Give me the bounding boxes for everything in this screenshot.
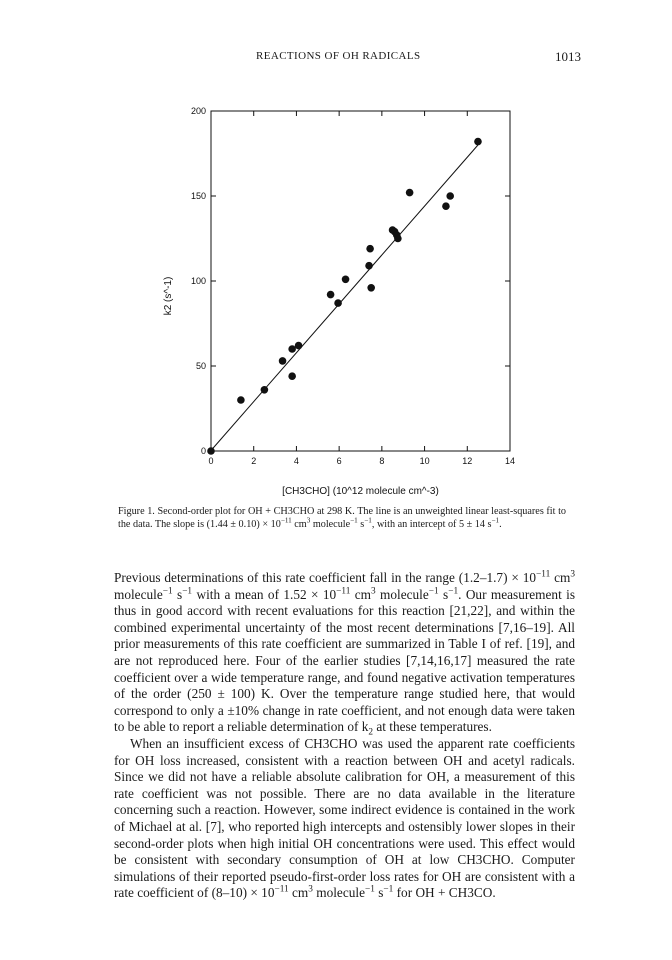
paragraph-2: [114, 736, 575, 902]
x-tick-label: 8: [379, 456, 385, 466]
data-point: [237, 396, 245, 404]
fit-line-group: [211, 145, 478, 450]
exp: −1: [162, 586, 173, 597]
data-point: [279, 357, 287, 365]
axis-labels: [163, 277, 439, 497]
subscript: 2: [368, 728, 374, 738]
x-tick-label: 2: [251, 456, 257, 466]
caption-label: Figure 1.: [118, 506, 155, 517]
caption-text: .: [499, 519, 502, 530]
data-point: [334, 299, 342, 307]
figure-caption: [118, 505, 566, 531]
data-point: [366, 245, 374, 253]
data-point: [365, 262, 373, 270]
exp: −1: [364, 884, 375, 895]
plot-axes: [211, 111, 510, 451]
exp: 3: [371, 586, 376, 597]
caption-text: cm: [291, 519, 307, 530]
y-tick-label: 150: [190, 191, 206, 201]
x-tick-label: 4: [293, 456, 299, 466]
caption-text: molecule: [310, 519, 351, 530]
text: Previous determinations of this rate coefficient fall in the range (1.2–1.7) × 10: [114, 570, 537, 585]
text: cm: [288, 885, 309, 901]
x-axis-label: [CH3CHO] (10^12 molecule cm^-3): [282, 486, 439, 497]
data-point: [442, 202, 450, 210]
text: . Our measurement is thus in good accord with recent evaluations for this reaction [21,22], and within the combined experimental uncertainty of the most recent determinations [7,16–19]. All prior measurements of this rate coefficient are summarized in Table I of ref. [19], and are not reproduced here. Four of the earlier studies [7,14,16,17] measured the rate coefficient over a wide temperature range, and found negative activation temperatures of the order (250 ± 100) K. Over the temperature range studied here, that would correspond to only a ±10% change in rate coefficient, and not enough data were taken to be able to report a reliable determination of k: [114, 586, 575, 735]
exp: −1: [428, 586, 439, 597]
x-tick-label: 6: [336, 456, 342, 466]
caption-exp: −1: [364, 516, 372, 525]
text: for OH + CH3CO.: [393, 885, 496, 901]
caption-exp: −11: [280, 516, 292, 525]
data-point: [446, 192, 454, 200]
y-axis-label: k2 (s^-1): [163, 276, 174, 316]
data-point: [327, 291, 335, 299]
x-tick-label: 10: [419, 456, 430, 466]
plot-ticks: [191, 106, 515, 466]
exp: −1: [182, 586, 193, 597]
data-point: [342, 276, 350, 284]
caption-exp: 3: [306, 516, 311, 525]
data-point: [406, 189, 414, 197]
caption-text-2: linear least-squares fit to the data. The slope is (1.44 ± 0.10) × 10: [118, 506, 566, 530]
text: s: [438, 586, 449, 602]
caption-exp: −1: [350, 516, 358, 525]
exp: −11: [336, 586, 351, 597]
text: When an insufficient excess of CH3CHO was used the apparent rate coefficients for OH loss increased, consistent with a reaction between OH and acetyl radicals. Since we did not have a reliable absolute calibration for OH, a measurement of this rate coefficient was not possible. There are no data available in the literature concerning such a reaction. However, some indirect evidence is contained in the work of Michael at al. [7], who reported high intercepts and ostensibly lower slopes in their second-order plots when high initial OH concentrations were used. This effect would be consistent with secondary consumption of OH at low CH3CHO. Computer simulations of their reported pseudo-first-order loss rates for OH are consistent with a rate coefficient of (8–10) × 10: [114, 735, 575, 901]
y-tick-label: 50: [195, 361, 206, 371]
exp: −1: [448, 586, 459, 597]
exp: −11: [274, 884, 289, 895]
data-point: [207, 447, 215, 455]
running-title: REACTIONS OF OH RADICALS: [256, 50, 421, 62]
x-tick-label: 0: [208, 456, 214, 466]
caption-text: , with an intercept of 5 ± 14 s: [371, 519, 492, 530]
caption-exp: −1: [491, 516, 500, 525]
text: molecule: [312, 885, 365, 901]
paragraph-1: [114, 570, 575, 736]
y-tick-label: 100: [190, 276, 206, 286]
exp: 3: [570, 569, 575, 580]
data-point: [474, 138, 482, 146]
body-text: [114, 570, 575, 902]
y-tick-label: 0: [200, 446, 206, 456]
text: s: [374, 885, 384, 901]
text: cm: [550, 570, 571, 585]
page-number: 1013: [555, 49, 581, 64]
plot-frame: [211, 111, 510, 451]
data-point: [367, 284, 375, 292]
text: with a mean of 1.52 × 10: [192, 586, 337, 602]
caption-text: s: [360, 519, 365, 530]
text: molecule: [375, 586, 429, 602]
data-point: [288, 345, 296, 353]
fit-line: [211, 145, 478, 450]
text: at these temperatures.: [373, 719, 492, 735]
text: cm: [350, 586, 371, 602]
text: s: [172, 586, 183, 602]
x-tick-label: 14: [504, 456, 516, 466]
caption-text-1: Second-order plot for OH + CH3CHO at 298 K. The line is an unweighted: [157, 506, 463, 517]
y-tick-label: 200: [190, 106, 206, 116]
data-point: [394, 235, 402, 243]
data-point: [288, 372, 296, 380]
text: molecule: [114, 586, 163, 602]
x-tick-label: 12: [462, 456, 473, 466]
exp: 3: [308, 884, 313, 895]
exp: −11: [536, 569, 551, 580]
data-point: [261, 386, 269, 394]
data-point: [295, 342, 303, 350]
exp: −1: [383, 884, 394, 895]
